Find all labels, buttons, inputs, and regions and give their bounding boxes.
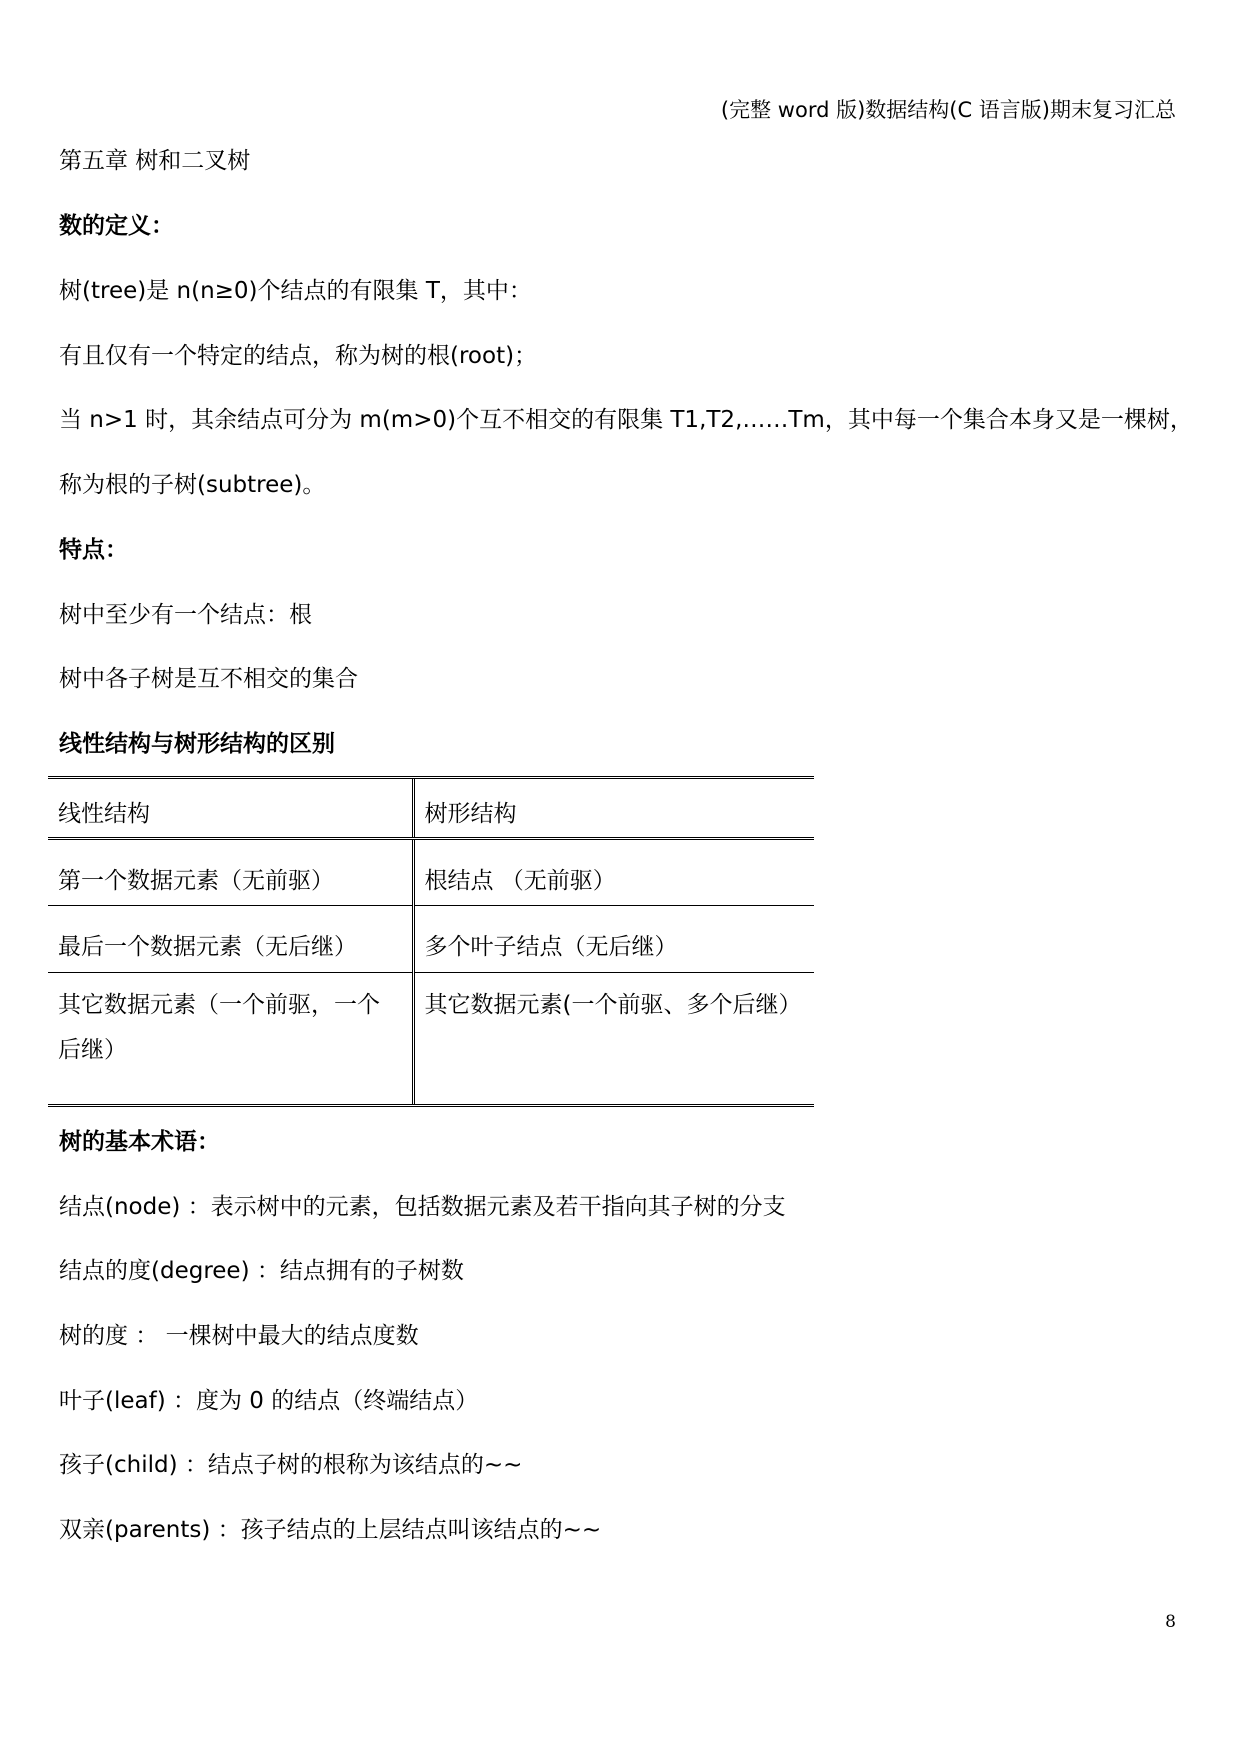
table-cell: 第一个数据元素（无前驱） (48, 839, 413, 906)
feature-line: 树中至少有一个结点：根 (59, 602, 312, 628)
comparison-table (48, 776, 814, 1107)
definition-heading: 数的定义： (59, 213, 174, 239)
definition-line: 当 n>1 时，其余结点可分为 m(m>0)个互不相交的有限集 T1,T2,……Tm，其中每一个集合本身又是一棵树， (59, 407, 1193, 433)
table-header-cell: 线性结构 (48, 778, 413, 839)
term-line: 叶子(leaf) ：度为 0 的结点（终端结点） (59, 1388, 479, 1414)
table-row (48, 906, 814, 973)
table-cell: 最后一个数据元素（无后继） (48, 906, 413, 973)
definition-line: 称为根的子树(subtree)。 (59, 472, 326, 498)
table-cell-line: 后继） (58, 1037, 127, 1063)
term-line: 结点的度(degree) ：结点拥有的子树数 (59, 1258, 464, 1284)
table-header-row (48, 778, 814, 839)
table-cell: 多个叶子结点（无后继） (413, 906, 814, 973)
table-cell (413, 973, 814, 1106)
feature-line: 树中各子树是互不相交的集合 (59, 666, 358, 692)
table-row (48, 839, 814, 906)
terms-heading: 树的基本术语： (59, 1129, 220, 1155)
table-cell: 根结点 （无前驱） (413, 839, 814, 906)
feature-heading: 特点： (59, 537, 128, 563)
running-header: (完整 word 版)数据结构(C 语言版)期末复习汇总 (720, 98, 1176, 122)
table-header-cell: 树形结构 (413, 778, 814, 839)
table-row (48, 973, 814, 1106)
difference-heading: 线性结构与树形结构的区别 (59, 731, 335, 757)
definition-line: 树(tree)是 n(n≥0)个结点的有限集 T，其中： (59, 278, 532, 304)
definition-line: 有且仅有一个特定的结点，称为树的根(root)； (59, 343, 538, 369)
chapter-title: 第五章 树和二叉树 (59, 148, 251, 174)
term-line: 孩子(child) ：结点子树的根称为该结点的~~ (59, 1452, 523, 1478)
term-line: 树的度 ： 一棵树中最大的结点度数 (59, 1323, 419, 1349)
term-line: 双亲(parents) ：孩子结点的上层结点叫该结点的~~ (59, 1517, 602, 1543)
term-line: 结点(node) ：表示树中的元素，包括数据元素及若干指向其子树的分支 (59, 1194, 786, 1220)
table-cell-line: 其它数据元素(一个前驱、多个后继） (424, 992, 802, 1018)
table-cell-line: 其它数据元素（一个前驱，一个 (58, 992, 380, 1018)
page-number: 8 (1165, 1612, 1176, 1632)
table-cell (48, 973, 413, 1106)
